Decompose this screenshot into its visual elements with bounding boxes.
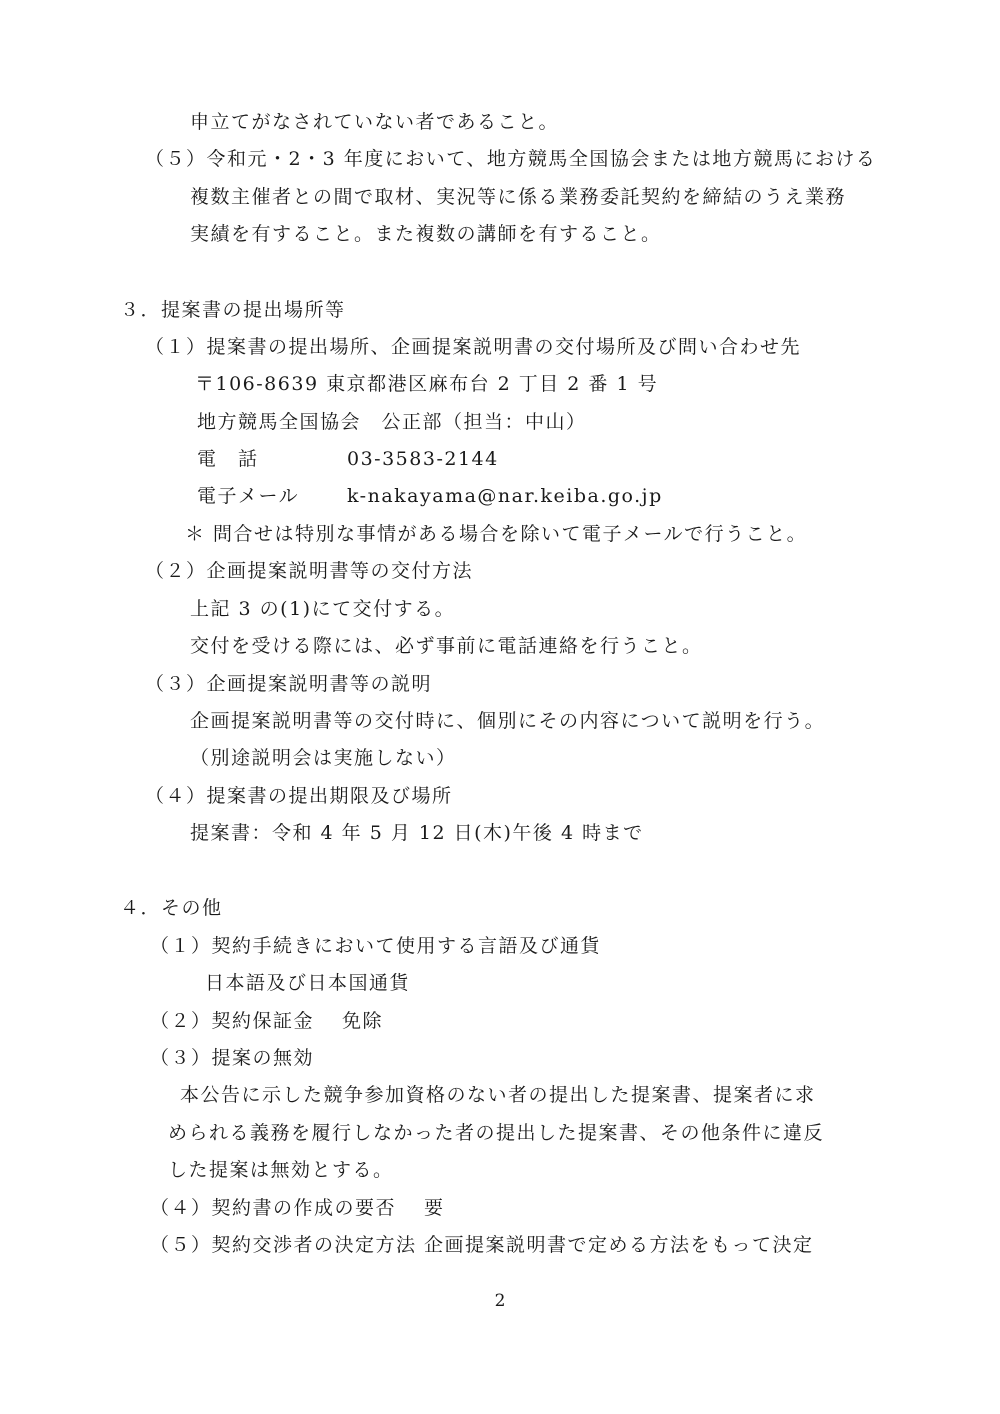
subsection-heading: （２）契約保証金 免除 bbox=[150, 1010, 384, 1032]
phone-row bbox=[197, 447, 499, 471]
page-number: 2 bbox=[494, 1291, 506, 1311]
note-line: ＊ 問合せは特別な事情がある場合を除いて電子メールで行うこと。 bbox=[185, 523, 808, 545]
phone-value: 03-3583-2144 bbox=[347, 448, 499, 470]
list-item-5: （５）令和元・2・3 年度において、地方競馬全国協会または地方競馬における bbox=[145, 148, 877, 170]
email-row bbox=[197, 484, 663, 508]
text-line: 本公告に示した競争参加資格のない者の提出した提案書、提案者に求 bbox=[180, 1084, 816, 1106]
postal-address: 〒106-8639 東京都港区麻布台 2 丁目 2 番 1 号 bbox=[195, 373, 659, 395]
deadline-line: 提案書：令和 4 年 5 月 12 日(木)午後 4 時まで bbox=[190, 822, 644, 844]
section-heading-4: ４．その他 bbox=[120, 897, 223, 919]
subsection-heading: （２）企画提案説明書等の交付方法 bbox=[145, 560, 474, 582]
phone-label: 電 話 bbox=[197, 448, 259, 470]
subsection-heading: （５）契約交渉者の決定方法 企画提案説明書で定める方法をもって決定 bbox=[150, 1234, 814, 1256]
text-line: 交付を受ける際には、必ず事前に電話連絡を行うこと。 bbox=[190, 635, 703, 657]
subsection-heading: （４）提案書の提出期限及び場所 bbox=[145, 785, 453, 807]
section-heading-3: ３．提案書の提出場所等 bbox=[120, 299, 346, 321]
text-line: 日本語及び日本国通貨 bbox=[205, 972, 411, 994]
subsection-heading: （４）契約書の作成の要否 要 bbox=[150, 1197, 445, 1219]
text-line: 実績を有すること。また複数の講師を有すること。 bbox=[190, 223, 662, 245]
contact-department: 地方競馬全国協会 公正部（担当：中山） bbox=[197, 411, 587, 433]
text-line: 申立てがなされていない者であること。 bbox=[190, 111, 560, 133]
text-line: 上記 3 の(1)にて交付する。 bbox=[190, 598, 456, 620]
email-label: 電子メール bbox=[197, 485, 300, 507]
text-line: した提案は無効とする。 bbox=[168, 1159, 394, 1181]
subsection-heading: （１）契約手続きにおいて使用する言語及び通貨 bbox=[150, 935, 602, 957]
subsection-heading: （３）企画提案説明書等の説明 bbox=[145, 673, 433, 695]
text-line: （別途説明会は実施しない） bbox=[190, 747, 457, 769]
subsection-heading: （３）提案の無効 bbox=[150, 1047, 315, 1069]
subsection-heading: （１）提案書の提出場所、企画提案説明書の交付場所及び問い合わせ先 bbox=[145, 336, 802, 358]
email-value: k-nakayama@nar.keiba.go.jp bbox=[347, 485, 663, 507]
text-line: められる義務を履行しなかった者の提出した提案書、その他条件に違反 bbox=[168, 1122, 825, 1144]
text-line: 企画提案説明書等の交付時に、個別にその内容について説明を行う。 bbox=[190, 710, 826, 732]
text-line: 複数主催者との間で取材、実況等に係る業務委託契約を締結のうえ業務 bbox=[190, 186, 847, 208]
